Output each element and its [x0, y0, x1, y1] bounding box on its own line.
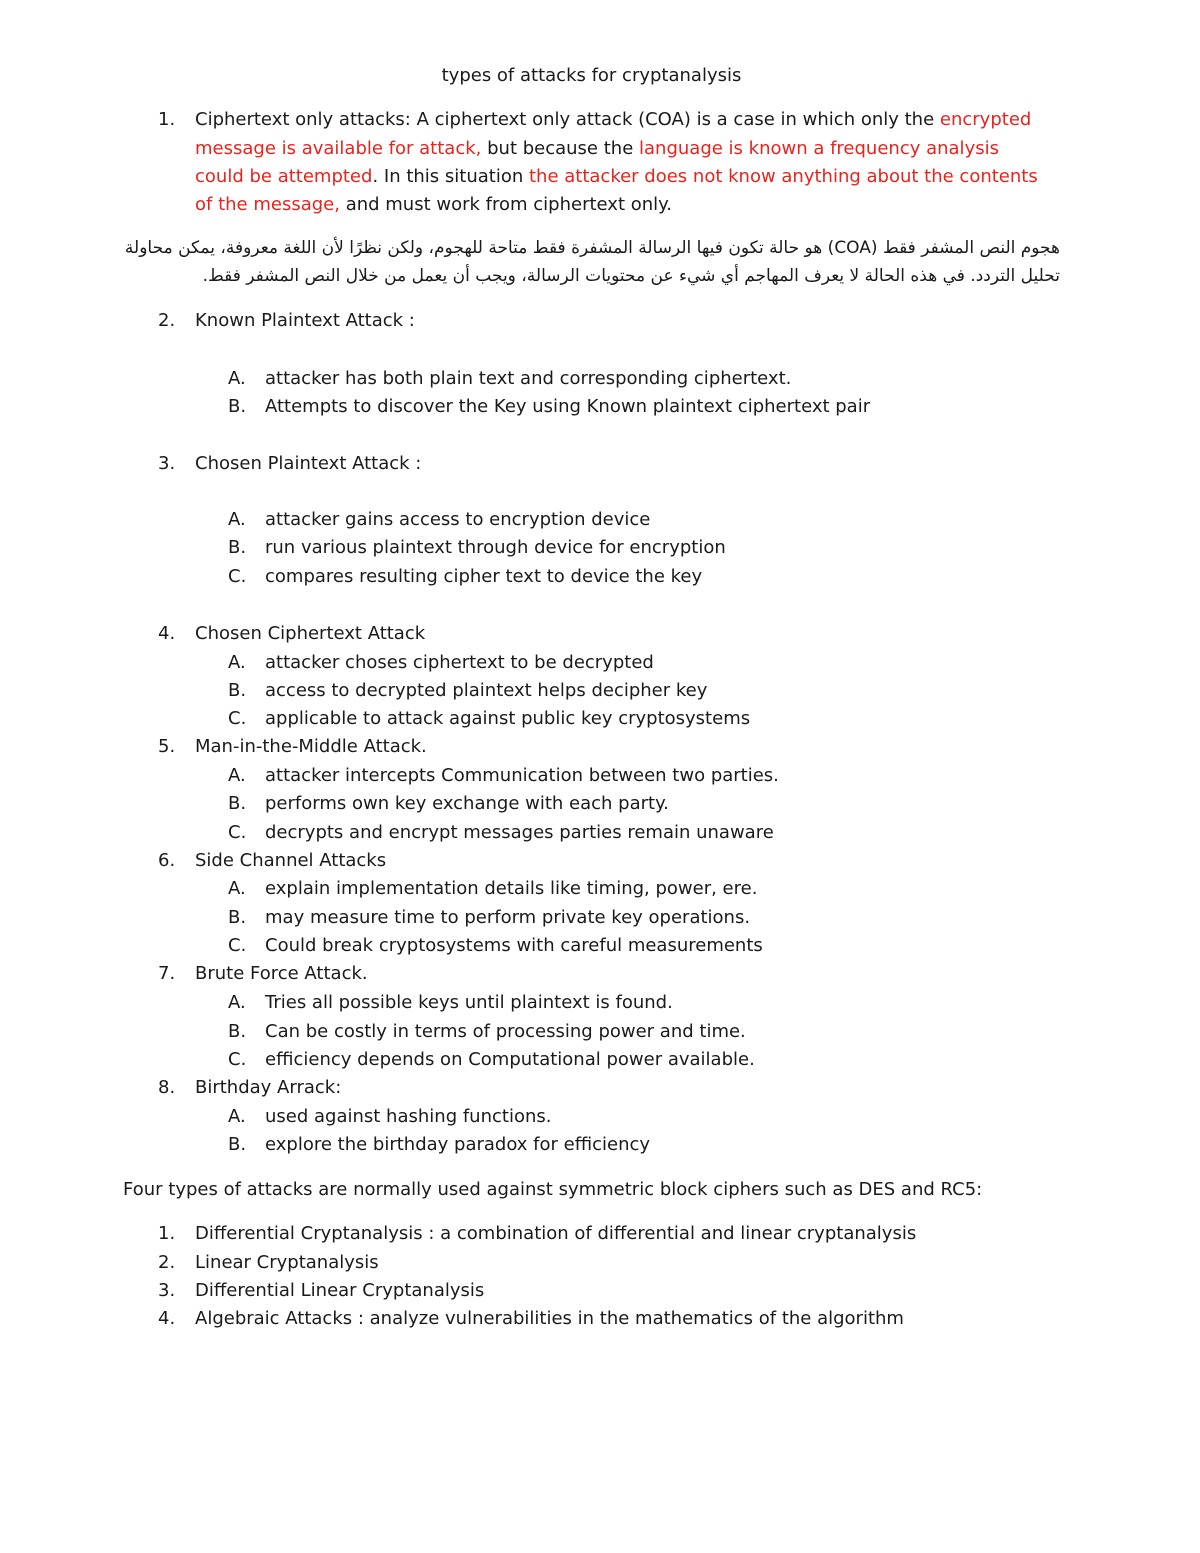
sub-item-text: compares resulting cipher text to device the key — [265, 566, 703, 587]
highlight-text: the attacker does not know anything about the contents — [528, 166, 1038, 187]
sub-item-letter: B. — [228, 907, 247, 928]
sub-item-letter: C. — [228, 566, 247, 587]
sub-item-text: attacker choses ciphertext to be decrypted — [265, 652, 654, 673]
sub-item-letter: C. — [228, 822, 247, 843]
sub-item-letter: A. — [228, 765, 246, 786]
list-number: 5. — [158, 736, 176, 757]
list-item: Differential Cryptanalysis : a combination of differential and linear cryptanalysis — [195, 1223, 917, 1244]
coa-line-2: message is available for attack, but because the language is known a frequency analysis — [195, 138, 999, 159]
coa-line-1: Ciphertext only attacks: A ciphertext only attack (COA) is a case in which only the encrypted — [195, 109, 1032, 130]
sub-item-letter: B. — [228, 680, 247, 701]
highlight-text: of the message, — [195, 194, 340, 215]
sub-item-letter: B. — [228, 1021, 247, 1042]
attack-title: Known Plaintext Attack : — [195, 310, 415, 331]
sub-item-text: decrypts and encrypt messages parties remain unaware — [265, 822, 774, 843]
attack-title: Man-in-the-Middle Attack. — [195, 736, 427, 757]
sub-item-text: Can be costly in terms of processing power and time. — [265, 1021, 746, 1042]
sub-item-text: attacker has both plain text and corresponding ciphertext. — [265, 368, 792, 389]
coa-line-4: of the message, and must work from ciphertext only. — [195, 194, 672, 215]
list-number: 1. — [158, 1223, 176, 1244]
list-number: 7. — [158, 963, 176, 984]
list-number: 3. — [158, 1280, 176, 1301]
sub-item-text: efficiency depends on Computational power available. — [265, 1049, 755, 1070]
sub-item-letter: A. — [228, 878, 246, 899]
list-item: Linear Cryptanalysis — [195, 1252, 379, 1273]
sub-item-letter: A. — [228, 1106, 246, 1127]
sub-item-letter: C. — [228, 708, 247, 729]
sub-item-letter: C. — [228, 935, 247, 956]
sub-item-text: explore the birthday paradox for efficiency — [265, 1134, 651, 1155]
list-item: Differential Linear Cryptanalysis — [195, 1280, 485, 1301]
sub-item-letter: A. — [228, 992, 246, 1013]
attack-title: Chosen Plaintext Attack : — [195, 453, 422, 474]
list-number: 1. — [158, 109, 176, 130]
sub-item-text: attacker gains access to encryption device — [265, 509, 651, 530]
list-number: 3. — [158, 453, 176, 474]
arabic-translation-line-2: تحليل التردد. في هذه الحالة لا يعرف المهاجم أي شيء عن محتويات الرسالة، ويجب أن يعمل من خلال النص المشفر فقط. — [202, 266, 1060, 286]
sub-item-text: access to decrypted plaintext helps decipher key — [265, 680, 708, 701]
list-number: 2. — [158, 310, 176, 331]
sub-item-text: Tries all possible keys until plaintext is found. — [265, 992, 673, 1013]
coa-line-3: could be attempted. In this situation the attacker does not know anything about the contents — [195, 166, 1038, 187]
attack-title: Side Channel Attacks — [195, 850, 387, 871]
highlight-text: message is available for attack, — [195, 138, 482, 159]
sub-item-letter: B. — [228, 793, 247, 814]
sub-item-letter: B. — [228, 1134, 247, 1155]
highlight-text: encrypted — [939, 109, 1032, 130]
sub-item-text: attacker intercepts Communication between two parties. — [265, 765, 779, 786]
page-title: types of attacks for cryptanalysis — [441, 65, 742, 86]
sub-item-letter: B. — [228, 396, 247, 417]
sub-item-text: may measure time to perform private key operations. — [265, 907, 751, 928]
sub-item-text: Attempts to discover the Key using Known plaintext ciphertext pair — [265, 396, 871, 417]
list-number: 6. — [158, 850, 176, 871]
highlight-text: language is known a frequency analysis — [639, 138, 999, 159]
sub-item-text: run various plaintext through device for encryption — [265, 537, 726, 558]
attack-title: Brute Force Attack. — [195, 963, 368, 984]
sub-item-letter: A. — [228, 509, 246, 530]
symmetric-intro: Four types of attacks are normally used against symmetric block ciphers such as DES and RC5: — [123, 1179, 983, 1200]
arabic-translation-line-1: هجوم النص المشفر فقط (COA) هو حالة تكون فيها الرسالة المشفرة فقط متاحة للهجوم، ولكن نظرًا لأن اللغة معروفة، يمكن محاولة — [124, 238, 1060, 258]
attack-title: Birthday Arrack: — [195, 1077, 342, 1098]
sub-item-letter: A. — [228, 368, 246, 389]
list-item: Algebraic Attacks : analyze vulnerabilities in the mathematics of the algorithm — [195, 1308, 904, 1329]
list-number: 2. — [158, 1252, 176, 1273]
sub-item-text: Could break cryptosystems with careful measurements — [265, 935, 763, 956]
sub-item-text: performs own key exchange with each party. — [265, 793, 669, 814]
sub-item-text: applicable to attack against public key cryptosystems — [265, 708, 751, 729]
list-number: 8. — [158, 1077, 176, 1098]
attack-title: Chosen Ciphertext Attack — [195, 623, 426, 644]
sub-item-letter: A. — [228, 652, 246, 673]
sub-item-text: explain implementation details like timing, power, ere. — [265, 878, 758, 899]
sub-item-letter: B. — [228, 537, 247, 558]
list-number: 4. — [158, 623, 176, 644]
list-number: 4. — [158, 1308, 176, 1329]
sub-item-letter: C. — [228, 1049, 247, 1070]
sub-item-text: used against hashing functions. — [265, 1106, 552, 1127]
highlight-text: could be attempted — [195, 166, 373, 187]
